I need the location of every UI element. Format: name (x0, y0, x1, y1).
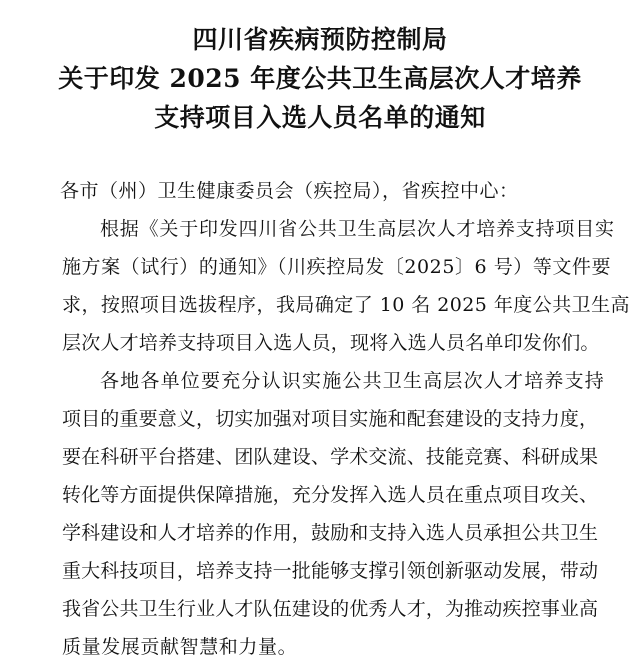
paragraph-2-line-4: 转化等方面提供保障措施，充分发挥入选人员在重点项目攻关、 (62, 484, 599, 506)
paragraph-2-line-3: 要在科研平台搭建、团队建设、学术交流、技能竞赛、科研成果 (62, 446, 599, 468)
paragraph-1-line-4: 层次人才培养支持项目入选人员，现将入选人员名单印发你们。 (62, 332, 600, 354)
paragraph-2-line-7: 我省公共卫生行业人才队伍建设的优秀人才，为推动疾控事业高 (62, 598, 599, 620)
paragraph-2-line-6: 重大科技项目，培养支持一批能够支撑引领创新驱动发展，带动 (62, 560, 599, 582)
title-line-2: 关于印发 2025 年度公共卫生高层次人才培养 (58, 64, 582, 93)
paragraph-2-line-1: 各地各单位要充分认识实施公共卫生高层次人才培养支持 (100, 370, 606, 392)
title-line-1: 四川省疾病预防控制局 (192, 25, 448, 54)
paragraph-2-line-8: 质量发展贡献智慧和力量。 (62, 636, 298, 658)
paragraph-1-line-3: 求，按照项目选拔程序，我局确定了 10 名 2025 年度公共卫生高 (62, 294, 630, 316)
paragraph-1-line-2: 施方案（试行）的通知》（川疾控局发〔2025〕6 号）等文件要 (62, 256, 612, 278)
paragraph-2-line-2: 项目的重要意义，切实加强对项目实施和配套建设的支持力度， (62, 408, 599, 430)
paragraph-2-line-5: 学科建设和人才培养的作用，鼓励和支持入选人员承担公共卫生 (62, 522, 599, 544)
salutation: 各市（州）卫生健康委员会（疾控局），省疾控中心： (60, 180, 519, 202)
title-line-3: 支持项目入选人员名单的通知 (154, 103, 486, 132)
paragraph-1-line-1: 根据《关于印发四川省公共卫生高层次人才培养支持项目实 (100, 218, 615, 240)
